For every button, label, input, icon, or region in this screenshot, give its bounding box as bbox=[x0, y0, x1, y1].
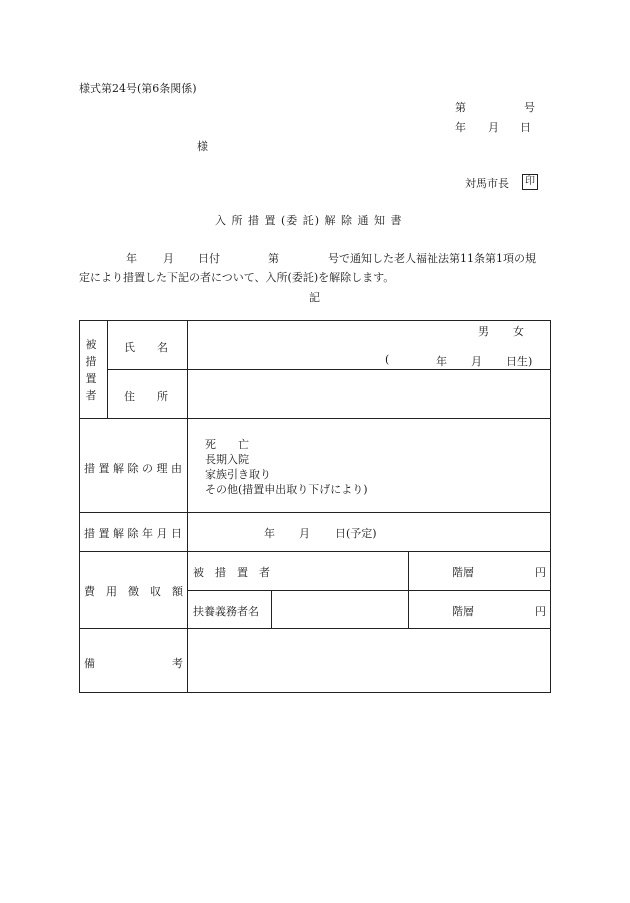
sex-female: 女 bbox=[513, 325, 524, 338]
doc-number-suffix: 号 bbox=[524, 101, 535, 114]
reason-family-takeover: 家族引き取り bbox=[205, 468, 271, 481]
grid-line bbox=[79, 628, 551, 629]
grid-line bbox=[79, 551, 551, 552]
grid-line bbox=[187, 590, 551, 591]
release-day: 日(予定) bbox=[335, 527, 377, 540]
grid-line bbox=[271, 590, 272, 628]
grid-line bbox=[187, 320, 188, 693]
birth-year: 年 bbox=[436, 355, 447, 368]
subject-label: 被 措 置 者 bbox=[85, 338, 97, 402]
ki-label: 記 bbox=[309, 291, 320, 304]
fee-support-tier: 階層 bbox=[452, 605, 474, 618]
date-year: 年 bbox=[455, 121, 466, 134]
notice-table bbox=[79, 320, 551, 693]
body-line1-rest: 号で通知した老人福祉法第11条第1項の規 bbox=[328, 252, 536, 265]
body-day: 日付 bbox=[198, 252, 220, 265]
release-date-label: 措 置 解 除 年 月 日 bbox=[84, 527, 182, 540]
release-year: 年 bbox=[264, 527, 275, 540]
body-month: 月 bbox=[163, 252, 174, 265]
grid-line bbox=[79, 418, 551, 419]
form-number: 様式第24号(第6条関係) bbox=[79, 82, 197, 95]
fee-label: 費 用 徴 収 額 bbox=[84, 585, 183, 598]
birth-month: 月 bbox=[471, 355, 482, 368]
recipient-suffix: 様 bbox=[197, 140, 208, 153]
reason-long-hospital: 長期入院 bbox=[205, 453, 249, 466]
body-no-prefix: 第 bbox=[268, 252, 279, 265]
reason-death: 死 亡 bbox=[205, 438, 249, 451]
remarks-label-right: 考 bbox=[172, 657, 183, 670]
sex-male: 男 bbox=[478, 325, 489, 338]
fee-subject-yen: 円 bbox=[535, 566, 546, 579]
grid-line bbox=[79, 512, 551, 513]
fee-subject-tier: 階層 bbox=[452, 566, 474, 579]
release-month: 月 bbox=[299, 527, 310, 540]
birth-day: 日生) bbox=[506, 355, 533, 368]
address-label: 住 所 bbox=[124, 390, 168, 403]
date-day: 日 bbox=[520, 121, 531, 134]
seal-mark: 印 bbox=[522, 174, 538, 190]
fee-subject-label: 被 措 置 者 bbox=[193, 566, 270, 579]
reason-other: その他(措置申出取り下げにより) bbox=[205, 483, 368, 496]
body-year: 年 bbox=[126, 252, 137, 265]
birth-open-paren: ( bbox=[385, 353, 390, 366]
issuer-name: 対馬市長 bbox=[465, 177, 509, 190]
date-month: 月 bbox=[488, 121, 499, 134]
remarks-label-left: 備 bbox=[84, 657, 95, 670]
name-label: 氏 名 bbox=[124, 341, 168, 354]
grid-line bbox=[107, 369, 551, 370]
fee-support-label: 扶養義務者名 bbox=[193, 605, 259, 618]
doc-number-prefix: 第 bbox=[455, 101, 466, 114]
reason-label: 措 置 解 除 の 理 由 bbox=[84, 462, 182, 475]
body-line2: 定により措置した下記の者について、入所(委託)を解除します。 bbox=[79, 271, 395, 284]
document-title: 入 所 措 置 (委 託) 解 除 通 知 書 bbox=[215, 214, 403, 227]
fee-support-yen: 円 bbox=[535, 605, 546, 618]
